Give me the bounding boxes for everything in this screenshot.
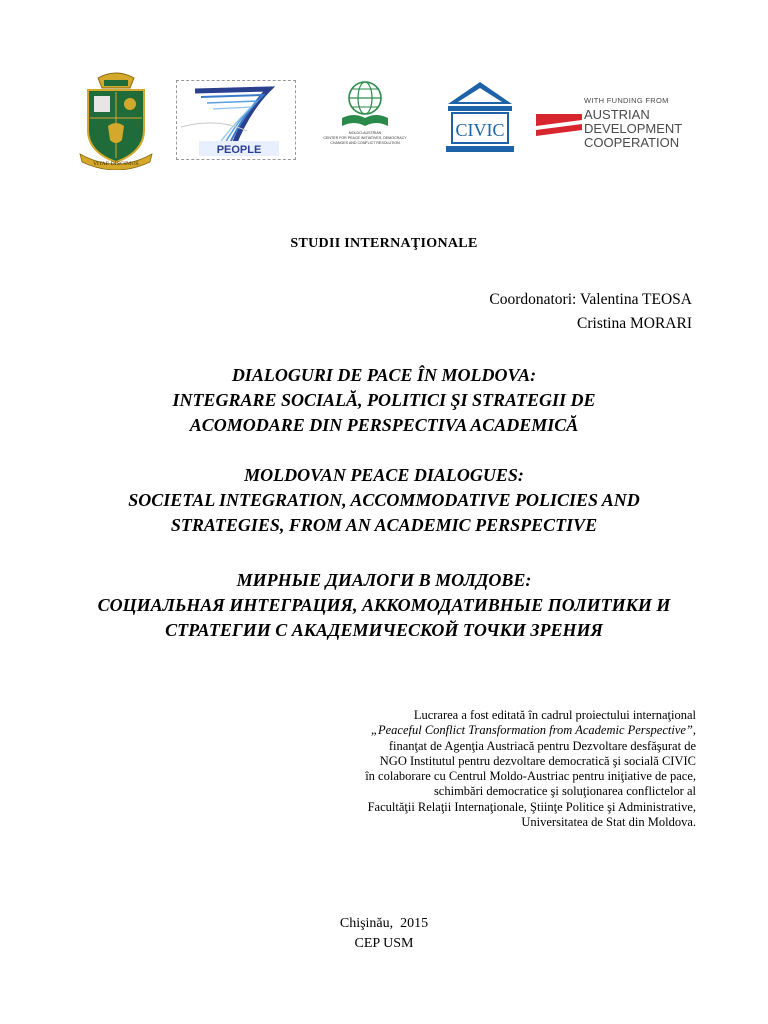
note-line-1: Lucrarea a fost editată în cadrul proiectului internaţional (413, 708, 696, 722)
publisher: CEP USM (354, 936, 414, 951)
peace-center-logo (312, 78, 422, 158)
austrian-line-3: COOPERATION (584, 135, 680, 150)
svg-text:MOLDO-AUSTRIAN: MOLDO-AUSTRIAN (348, 131, 382, 135)
logo-row (0, 66, 768, 166)
coordinator-line-2: Cristina MORARI (577, 315, 692, 332)
civic-label: CIVIC (455, 120, 505, 140)
coordinator-line-1: Coordonatori: Valentina TEOSA (489, 291, 692, 308)
city-year: Chişinău, 2015 (339, 916, 429, 931)
title-en-line-2: SOCIETAL INTEGRATION, ACCOMMODATIVE POLICIES AND (128, 490, 640, 510)
note-line-8: Universitatea de Stat din Moldova. (521, 815, 696, 830)
fp7-people-logo (176, 80, 296, 160)
title-ru-line-1: МИРНЫЕ ДИАЛОГИ В МОЛДОВЕ: (236, 570, 532, 590)
title-english (40, 463, 728, 538)
note-line-2: „Peaceful Conflict Transformation from Academic Perspective”, (371, 723, 696, 738)
austrian-cooperation-logo (536, 94, 696, 156)
austrian-funding-text: WITH FUNDING FROM (584, 96, 669, 105)
title-russian (40, 568, 728, 643)
austrian-flag-icon (536, 110, 584, 140)
civic-logo (444, 80, 516, 156)
globe-book-icon (312, 78, 422, 158)
title-romanian (40, 363, 728, 438)
title-ro-line-3: ACOMODARE DIN PERSPECTIVA ACADEMICĂ (189, 415, 579, 435)
imprint (0, 914, 768, 954)
coordinators (489, 288, 692, 336)
fp7-icon (177, 81, 295, 159)
note-line-4: NGO Institutul pentru dezvoltare democratică şi socială CIVIC (379, 753, 696, 768)
note-line-7: Facultăţii Relaţii Internaţionale, Ştiinţe Politice şi Administrative, (367, 799, 696, 814)
title-ro-line-1: DIALOGURI DE PACE ÎN MOLDOVA: (231, 365, 537, 385)
title-en-line-3: STRATEGIES, FROM AN ACADEMIC PERSPECTIVE (170, 515, 598, 535)
title-en-line-1: MOLDOVAN PEACE DIALOGUES: (244, 465, 524, 485)
title-ro-line-2: INTEGRARE SOCIALĂ, POLITICI ŞI STRATEGII DE (172, 390, 596, 410)
svg-text:CENTER FOR PEACE INITIATIVES,: CENTER FOR PEACE INITIATIVES, DEMOCRACY (323, 136, 407, 140)
title-ru-line-2: СОЦИАЛЬНАЯ ИНТЕГРАЦИЯ, АККОМОДАТИВНЫЕ ПОЛИТИКИ И (97, 595, 671, 615)
note-line-6: schimbări democratice şi soluţionarea conflictelor al (433, 784, 696, 799)
title-ru-line-3: СТРАТЕГИИ С АКАДЕМИЧЕСКОЙ ТОЧКИ ЗРЕНИЯ (165, 620, 603, 640)
note-line-3: finanţat de Agenţia Austriacă pentru Dezvoltare desfăşurat de (388, 738, 696, 753)
note-line-5: în colaborare cu Centrul Moldo-Austriac pentru iniţiative de pace, (365, 769, 696, 784)
university-crest-logo (78, 70, 154, 170)
svg-text:CHANGES AND CONFLICT RESOLUTIO: CHANGES AND CONFLICT RESOLUTION (330, 141, 400, 145)
project-note (365, 708, 696, 830)
university-crest-icon (78, 70, 154, 170)
fp7-label: PEOPLE (216, 144, 262, 156)
austrian-line-1: AUSTRIAN (584, 107, 650, 122)
civic-building-icon (444, 80, 516, 156)
crest-motto: VITAE DISCIMUS (93, 161, 139, 167)
austrian-line-2: DEVELOPMENT (584, 121, 683, 136)
series-title: STUDII INTERNAŢIONALE (290, 236, 478, 251)
